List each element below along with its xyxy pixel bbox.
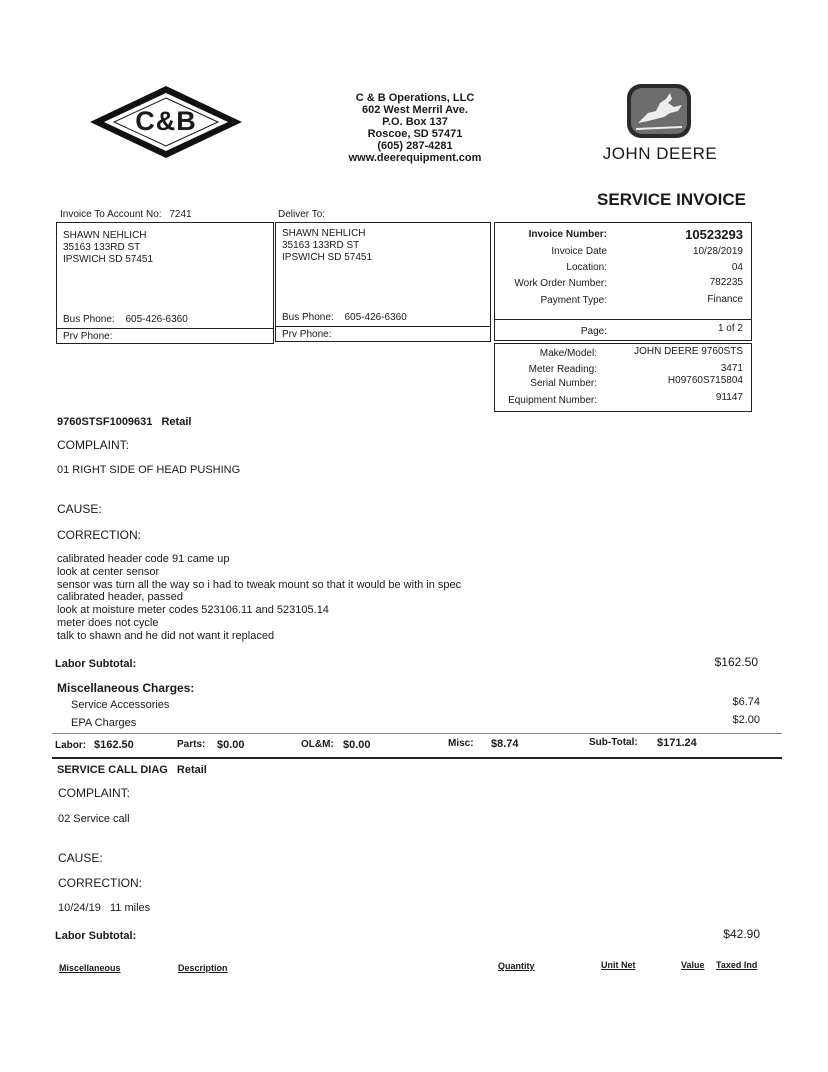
page-number: 1 of 2 [717, 323, 743, 334]
page-label: Page: [580, 326, 607, 337]
misc-item-name: Service Accessories [71, 699, 170, 711]
invoice-title: SERVICE INVOICE [597, 190, 746, 209]
invoice-number: 10523293 [685, 227, 743, 242]
ship-to-box [275, 222, 491, 342]
labor-total-label: Labor: [55, 740, 87, 751]
company-info [330, 92, 500, 164]
subtotal-label: Sub-Total: [589, 737, 638, 748]
totals-bottom-rule [52, 757, 782, 759]
job1-complaint-label: COMPLAINT: [57, 438, 130, 452]
serial-number: H09760S715804 [667, 375, 743, 386]
bill-to-bus-phone-label: Bus Phone: [63, 314, 115, 325]
olm-total-label: OL&M: [301, 739, 334, 750]
job1-heading-code: 9760STSF1009631 [57, 416, 153, 428]
job2-labor-subtotal: $42.90 [723, 927, 760, 941]
company-phone: (605) 287-4281 [377, 140, 453, 152]
job1-labor-subtotal-label: Labor Subtotal: [55, 658, 137, 670]
job1-note: calibrated header, passed [57, 591, 183, 604]
company-name: C & B Operations, LLC [355, 92, 475, 104]
bill-to-city: IPSWICH SD 57451 [63, 254, 154, 265]
job2-heading-type: Retail [176, 764, 207, 776]
job1-totals-row [55, 739, 775, 755]
job2-heading-code: SERVICE CALL DIAG [57, 764, 168, 776]
job2-labor-subtotal-label: Labor Subtotal: [55, 930, 137, 942]
company-web: www.deerequipment.com [348, 152, 482, 164]
labor-total: $162.50 [94, 739, 134, 751]
totals-top-rule [52, 733, 782, 734]
bill-to-box [56, 222, 274, 344]
bill-to-name: SHAWN NEHLICH [63, 230, 147, 241]
misc-charges-label: Miscellaneous Charges: [57, 681, 195, 695]
work-order-number: 782235 [709, 277, 743, 288]
meter-reading: 3471 [720, 363, 743, 374]
olm-total: $0.00 [343, 739, 371, 751]
company-address2: P.O. Box 137 [382, 116, 448, 128]
meter-reading-label: Meter Reading: [528, 364, 597, 375]
ship-to-bus-phone: 605-426-6360 [344, 312, 407, 323]
job2-complaint: 02 Service call [58, 813, 130, 825]
misc-item-name: EPA Charges [71, 717, 137, 729]
misc-item-amount: $6.74 [732, 696, 760, 708]
bill-to-bus-phone: 605-426-6360 [125, 314, 188, 325]
table-header-desc: Description [178, 963, 228, 973]
ship-to-name: SHAWN NEHLICH [282, 228, 366, 239]
job1-notes [57, 553, 461, 643]
subtotal-value: $171.24 [657, 737, 697, 749]
deliver-to-label: Deliver To: [278, 209, 326, 220]
make-model-label: Make/Model: [539, 348, 597, 359]
job1-correction-label: CORRECTION: [57, 528, 141, 542]
payment-type-label: Payment Type: [540, 295, 607, 306]
ship-to-city: IPSWICH SD 57451 [282, 252, 373, 263]
payment-type: Finance [707, 294, 743, 305]
job1-labor-subtotal: $162.50 [714, 655, 758, 669]
invoice-date-label: Invoice Date [551, 246, 607, 257]
bill-to-prv-phone-label: Prv Phone: [63, 331, 113, 342]
job1-note: look at moisture meter codes 523106.11 and 523105.14 [57, 604, 329, 617]
invoice-date: 10/28/2019 [692, 246, 743, 257]
company-logo [88, 84, 244, 160]
job1-note: meter does not cycle [57, 616, 159, 629]
misc-total-label: Misc: [448, 738, 474, 749]
invoice-to-label: Invoice To Account No: [60, 209, 162, 220]
work-order-label: Work Order Number: [514, 278, 607, 289]
job1-complaint: 01 RIGHT SIDE OF HEAD PUSHING [57, 464, 241, 476]
company-address1: 602 West Merril Ave. [362, 104, 468, 116]
bill-to-street: 35163 133RD ST [63, 242, 141, 253]
ship-to-bus-phone-label: Bus Phone: [282, 312, 334, 323]
parts-total: $0.00 [217, 739, 245, 751]
location-value: 04 [731, 262, 743, 273]
ship-to-prv-phone-label: Prv Phone: [282, 329, 332, 340]
ship-to-street: 35163 133RD ST [282, 240, 360, 251]
job1-note: talk to shawn and he did not want it replaced [57, 629, 275, 642]
invoice-to-label-row [60, 209, 192, 220]
brand-name: JOHN DEERE [602, 144, 718, 163]
parts-total-label: Parts: [177, 739, 206, 750]
job1-note: look at center sensor [57, 565, 160, 578]
make-model: JOHN DEERE 9760STS [634, 346, 743, 357]
job1-heading [57, 416, 191, 428]
equipment-box [494, 343, 752, 412]
job1-note: sensor was turn all the way so i had to tweak mount so that it would be with in spec [57, 578, 462, 591]
job2-correction-label: CORRECTION: [58, 876, 142, 890]
job1-heading-type: Retail [161, 416, 192, 428]
job1-note: calibrated header code 91 came up [57, 553, 230, 565]
invoice-to-number: 7241 [169, 209, 192, 220]
table-header-taxed: Taxed Ind [716, 960, 758, 970]
invoice-number-label: Invoice Number: [528, 229, 607, 240]
job2-complaint-label: COMPLAINT: [58, 786, 131, 800]
location-label: Location: [566, 262, 607, 273]
john-deere-logo [626, 83, 692, 139]
table-header-qty: Quantity [498, 961, 535, 971]
logo-text: C&B [135, 106, 197, 136]
table-header-value: Value [681, 960, 705, 970]
table-header-unit: Unit Net [601, 960, 636, 970]
company-city: Roscoe, SD 57471 [367, 128, 463, 140]
serial-number-label: Serial Number: [530, 378, 597, 389]
invoice-info-box [494, 222, 752, 341]
misc-total: $8.74 [491, 738, 519, 750]
job2-heading [57, 764, 207, 776]
job2-correction: 10/24/19 11 miles [58, 902, 151, 914]
misc-item-amount: $2.00 [732, 714, 760, 726]
table-header-misc: Miscellaneous [59, 963, 121, 973]
equipment-number-label: Equipment Number: [508, 395, 597, 406]
job1-cause-label: CAUSE: [57, 502, 102, 516]
equipment-number: 91147 [715, 392, 743, 403]
job2-cause-label: CAUSE: [58, 851, 103, 865]
